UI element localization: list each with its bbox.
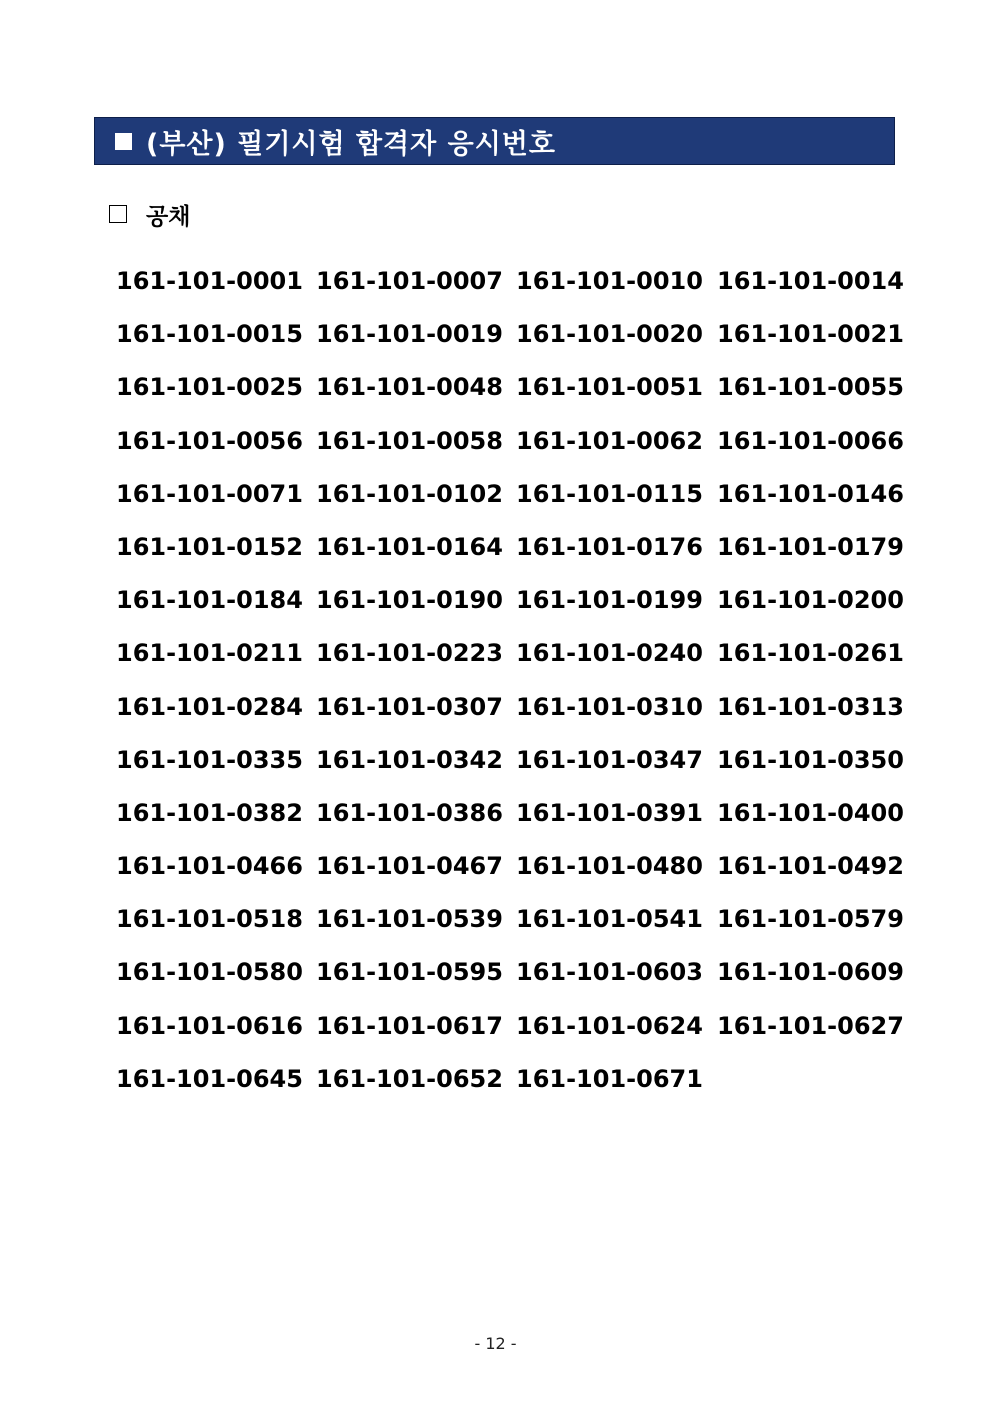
candidate-number: 161-101-0010 [516, 267, 703, 295]
candidate-number: 161-101-0492 [717, 852, 904, 881]
candidate-number: 161-101-0539 [316, 905, 503, 934]
page-title: (부산) 필기시험 합격자 응시번호 [146, 128, 556, 160]
subsection-heading [109, 198, 190, 230]
candidate-number: 161-101-0307 [316, 692, 503, 721]
candidate-number: 161-101-0617 [316, 1011, 503, 1040]
candidate-number: 161-101-0467 [316, 852, 503, 881]
candidate-number: 161-101-0645 [116, 1064, 303, 1093]
candidate-number: 161-101-0240 [516, 639, 703, 668]
candidate-number: 161-101-0603 [516, 958, 703, 987]
candidate-number: 161-101-0152 [116, 532, 303, 561]
candidate-number: 161-101-0164 [316, 532, 503, 561]
candidate-number-grid [116, 261, 904, 1112]
candidate-number: 161-101-0071 [116, 479, 303, 508]
candidate-number: 161-101-0335 [116, 745, 303, 774]
candidate-number: 161-101-0391 [516, 798, 703, 827]
candidate-number: 161-101-0223 [316, 639, 503, 668]
candidate-number: 161-101-0051 [516, 373, 703, 402]
candidate-number: 161-101-0001 [116, 267, 303, 295]
candidate-number: 161-101-0062 [516, 426, 703, 455]
candidate-number: 161-101-0115 [516, 479, 703, 508]
candidate-number: 161-101-0579 [717, 905, 904, 934]
candidate-number: 161-101-0616 [116, 1011, 303, 1040]
candidate-number: 161-101-0184 [116, 586, 303, 615]
candidate-number: 161-101-0199 [516, 586, 703, 615]
candidate-number: 161-101-0400 [717, 798, 904, 827]
candidate-number: 161-101-0480 [516, 852, 703, 881]
candidate-number: 161-101-0541 [516, 905, 703, 934]
candidate-number: 161-101-0190 [316, 586, 503, 615]
candidate-number: 161-101-0021 [717, 320, 904, 349]
candidate-number: 161-101-0020 [516, 320, 703, 349]
page-number: - 12 - [474, 1334, 517, 1353]
candidate-number: 161-101-0066 [717, 426, 904, 455]
candidate-number: 161-101-0056 [116, 426, 303, 455]
candidate-number: 161-101-0382 [116, 798, 303, 827]
candidate-number: 161-101-0014 [717, 267, 904, 295]
candidate-number: 161-101-0313 [717, 692, 904, 721]
candidate-number: 161-101-0609 [717, 958, 904, 987]
candidate-number: 161-101-0350 [717, 745, 904, 774]
filled-square-icon [115, 133, 132, 150]
candidate-number: 161-101-0048 [316, 373, 503, 402]
candidate-number: 161-101-0015 [116, 320, 303, 349]
candidate-number: 161-101-0284 [116, 692, 303, 721]
subsection-label: 공채 [146, 203, 191, 230]
candidate-number: 161-101-0176 [516, 532, 703, 561]
candidate-number: 161-101-0102 [316, 479, 503, 508]
candidate-number: 161-101-0007 [316, 267, 503, 295]
section-title-bar [94, 117, 895, 165]
candidate-number: 161-101-0466 [116, 852, 303, 881]
candidate-number: 161-101-0580 [116, 958, 303, 987]
candidate-number: 161-101-0624 [516, 1011, 703, 1040]
candidate-number: 161-101-0652 [316, 1064, 503, 1093]
candidate-number: 161-101-0211 [116, 639, 303, 668]
candidate-number: 161-101-0261 [717, 639, 904, 668]
candidate-number: 161-101-0310 [516, 692, 703, 721]
empty-square-icon [109, 205, 127, 223]
candidate-number: 161-101-0146 [717, 479, 904, 508]
candidate-number: 161-101-0179 [717, 532, 904, 561]
candidate-number: 161-101-0347 [516, 745, 703, 774]
candidate-number: 161-101-0058 [316, 426, 503, 455]
candidate-number: 161-101-0595 [316, 958, 503, 987]
candidate-number: 161-101-0518 [116, 905, 303, 934]
candidate-number: 161-101-0025 [116, 373, 303, 402]
candidate-number: 161-101-0019 [316, 320, 503, 349]
candidate-number: 161-101-0342 [316, 745, 503, 774]
candidate-number: 161-101-0627 [717, 1011, 904, 1040]
candidate-number: 161-101-0200 [717, 586, 904, 615]
candidate-number: 161-101-0671 [516, 1064, 703, 1093]
candidate-number: 161-101-0386 [316, 798, 503, 827]
candidate-number: 161-101-0055 [717, 373, 904, 402]
